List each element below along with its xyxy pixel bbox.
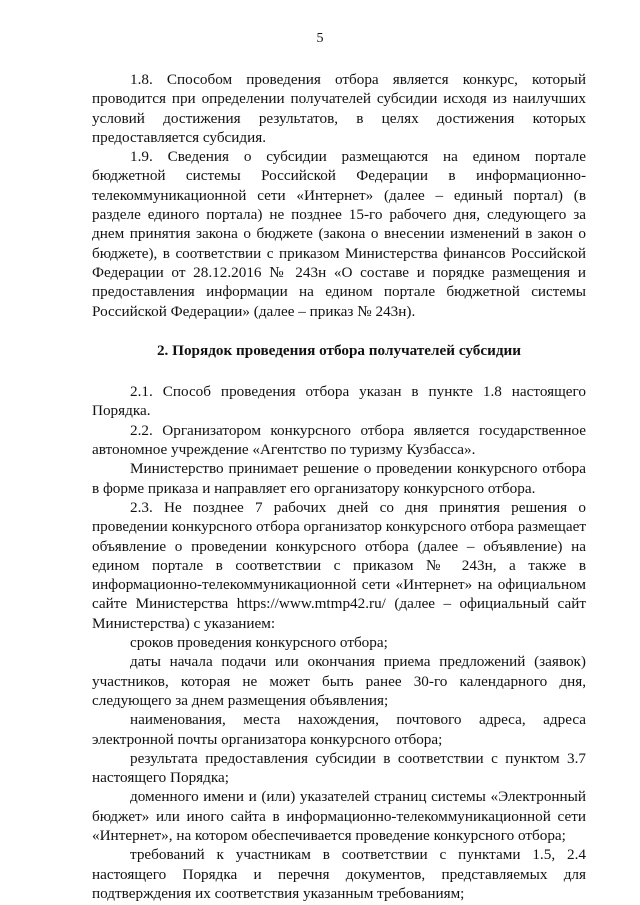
paragraph-1-9: 1.9. Сведения о субсидии размещаются на едином портале бюджетной системы Российской Федерации в информационно-телекоммуникационной сети «Интернет» (далее – единый портал) (в разделе единого портала) не позднее 15-го рабочего дня, следующего за днем принятия закона о бюджете (закона о внесении изменений в закон о бюджете), в соответствии с приказом Министерства финансов Российской Федерации от 28.12.2016 № 243н «О составе и порядке размещения и предоставления информации на едином портале бюджетной системы Российской Федерации» (далее – приказ № 243н). xyxy=(92,148,586,320)
list-item-requirements: требований к участникам в соответствии с пунктами 1.5, 2.4 настоящего Порядка и перечня документов, представляемых для подтверждения их соответствия указанным требованиям; xyxy=(92,846,586,902)
list-item-domain: доменного имени и (или) указателей страниц системы «Электронный бюджет» или иного сайта в информационно-телекоммуникационной сети «Интернет», на котором обеспечивается проведение конкурсного отбора; xyxy=(92,788,586,844)
section-heading: 2. Порядок проведения отбора получателей субсидии xyxy=(156,341,522,359)
document-body xyxy=(92,70,586,903)
paragraph-2-1: 2.1. Способ проведения отбора указан в пункте 1.8 настоящего Порядка. xyxy=(92,383,586,420)
page-number: 5 xyxy=(316,31,324,46)
paragraph-1-8: 1.8. Способом проведения отбора является конкурс, который проводится при определении получателей субсидии исходя из наилучших условий достижения результатов, в целях достижения которых предоставляется субсидия. xyxy=(92,71,586,146)
list-item-deadlines: сроков проведения конкурсного отбора; xyxy=(130,634,388,652)
paragraph-2-2: 2.2. Организатором конкурсного отбора является государственное автономное учреждение «Агентство по туризму Кузбасса». xyxy=(92,421,586,459)
list-item-dates: даты начала подачи или окончания приема предложений (заявок) участников, которая не может быть ранее 30-го календарного дня, следующего за днем размещения объявления; xyxy=(92,653,586,709)
paragraph-2-3: 2.3. Не позднее 7 рабочих дней со дня принятия решения о проведении конкурсного отбора организатор конкурсного отбора размещает объявление о проведении конкурсного отбора (далее – объявление) на едином портале в соответствии с приказом № 243н, а также в информационно-телекоммуникационной сети «Интернет» на официальном сайте Министерства https://www.mtmp42.ru/ (далее – официальный сайт Министерства) с указанием: xyxy=(92,498,586,632)
paragraph-ministry-decision: Министерство принимает решение о проведении конкурсного отбора в форме приказа и направляет его организатору конкурсного отбора. xyxy=(92,460,586,497)
list-item-result: результата предоставления субсидии в соответствии с пунктом 3.7 настоящего Порядка; xyxy=(92,749,586,787)
list-item-organizer-contacts: наименования, места нахождения, почтового адреса, адреса электронной почты организатора конкурсного отбора; xyxy=(92,711,586,748)
